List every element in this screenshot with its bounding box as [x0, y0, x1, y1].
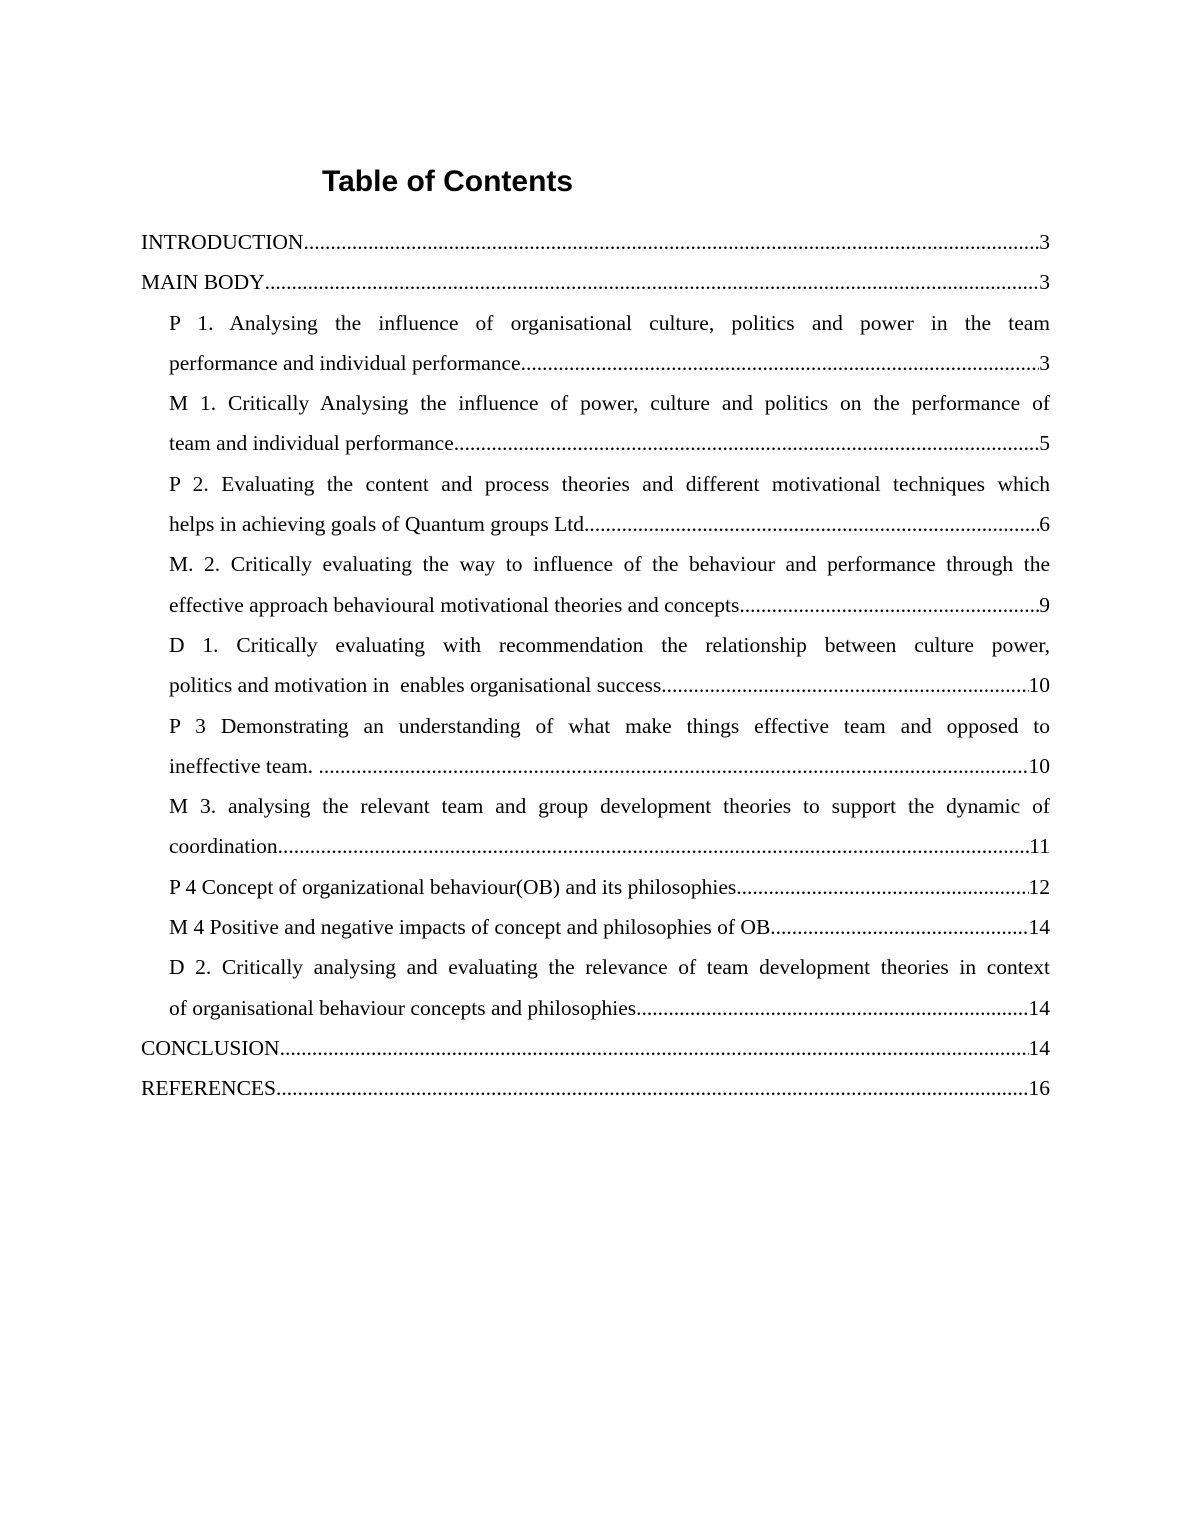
toc-entry[interactable] — [141, 222, 1050, 262]
toc-entry[interactable] — [141, 303, 1050, 384]
toc-entry-text: M 1. Critically Analysing the influence of power, culture and politics on the performance of — [169, 391, 1050, 416]
toc-entry-text: P 2. Evaluating the content and process theories and different motivational techniques which — [169, 471, 1050, 496]
dot-leader — [770, 907, 1028, 947]
toc-entry-text: CONCLUSION — [141, 1035, 280, 1060]
dot-leader — [454, 423, 1039, 463]
dot-leader — [636, 988, 1028, 1028]
toc-entry-text: P 1. Analysing the influence of organisational culture, politics and power in the team — [169, 310, 1050, 335]
toc-entry-text: M 3. analysing the relevant team and group development theories to support the dynamic of — [169, 794, 1050, 819]
toc-page-number: 3 — [1039, 350, 1050, 375]
toc-entry[interactable] — [141, 907, 1050, 947]
toc-entry-last-line — [169, 343, 1050, 383]
toc-entry[interactable] — [141, 867, 1050, 907]
page-title: Table of Contents — [322, 165, 574, 198]
toc-entry-last-line — [169, 504, 1050, 544]
toc-entry[interactable] — [141, 544, 1050, 625]
toc-entry[interactable] — [141, 464, 1050, 545]
toc-entry[interactable] — [141, 625, 1050, 706]
toc-page-number: 10 — [1028, 753, 1050, 778]
dot-leader — [318, 746, 1028, 786]
toc-page-number: 14 — [1028, 915, 1050, 940]
toc-page-number: 11 — [1029, 834, 1050, 859]
toc-entry-text: M. 2. Critically evaluating the way to influence of the behaviour and performance through the — [169, 552, 1050, 577]
toc-page-number: 12 — [1028, 874, 1050, 899]
toc-entry-text: MAIN BODY — [141, 270, 265, 295]
toc-entry-text: effective approach behavioural motivational theories and concepts — [169, 592, 740, 617]
toc-entry-last-line — [169, 746, 1050, 786]
dot-leader — [661, 665, 1028, 705]
toc-page-number: 14 — [1028, 995, 1050, 1020]
toc-entry-text: helps in achieving goals of Quantum groups Ltd — [169, 512, 584, 537]
toc-page-number: 10 — [1028, 673, 1050, 698]
toc-entry-text: INTRODUCTION — [141, 230, 304, 254]
toc-entry-last-line — [169, 665, 1050, 705]
toc-entry[interactable] — [141, 262, 1050, 302]
toc-entry-text: of organisational behaviour concepts and philosophies — [169, 995, 637, 1020]
toc-entry[interactable] — [141, 947, 1050, 1028]
toc-entry-last-line — [169, 585, 1050, 625]
toc-entry[interactable] — [141, 706, 1050, 787]
dot-leader — [584, 504, 1039, 544]
toc-entry-text: ineffective team. — [169, 753, 319, 778]
toc-entry-text: P 4 Concept of organizational behaviour(OB) and its philosophies — [169, 874, 737, 899]
dot-leader — [739, 585, 1039, 625]
toc-page-number: 3 — [1039, 230, 1050, 254]
toc-entry-last-line — [169, 423, 1050, 463]
toc-entry-text: REFERENCES — [141, 1076, 276, 1101]
dot-leader — [265, 262, 1040, 302]
toc-entry-last-line — [169, 988, 1050, 1028]
toc-page-number: 14 — [1028, 1035, 1050, 1060]
dot-leader — [276, 1068, 1029, 1108]
toc-entry[interactable] — [141, 1028, 1050, 1068]
dot-leader — [736, 867, 1028, 907]
toc-entry-text: politics and motivation in enables organisational success — [169, 673, 662, 698]
dot-leader — [280, 1028, 1029, 1068]
toc-page-number: 3 — [1039, 270, 1050, 295]
toc-entry-text: performance and individual performance — [169, 350, 521, 375]
toc-entry-text: D 1. Critically evaluating with recommendation the relationship between culture power, — [169, 632, 1050, 657]
toc-page-number: 9 — [1039, 592, 1050, 617]
toc-entry[interactable] — [141, 1068, 1050, 1108]
toc-entry-text: P 3 Demonstrating an understanding of what make things effective team and opposed to — [169, 713, 1050, 738]
dot-leader — [303, 222, 1039, 262]
toc-entry-text: M 4 Positive and negative impacts of concept and philosophies of OB — [169, 915, 771, 940]
toc-entry-text: coordination — [169, 834, 278, 859]
dot-leader — [521, 343, 1040, 383]
toc-page-number: 5 — [1039, 431, 1050, 456]
toc-page-number: 6 — [1039, 512, 1050, 537]
toc-entry-text: team and individual performance — [169, 431, 454, 456]
toc-entry-text: D 2. Critically analysing and evaluating the relevance of team development theories in context — [169, 955, 1050, 980]
toc-entry-last-line — [169, 826, 1050, 866]
toc-page-number: 16 — [1028, 1076, 1050, 1101]
table-of-contents — [141, 222, 1050, 1109]
toc-entry[interactable] — [141, 786, 1050, 867]
dot-leader — [278, 826, 1030, 866]
toc-entry[interactable] — [141, 383, 1050, 464]
